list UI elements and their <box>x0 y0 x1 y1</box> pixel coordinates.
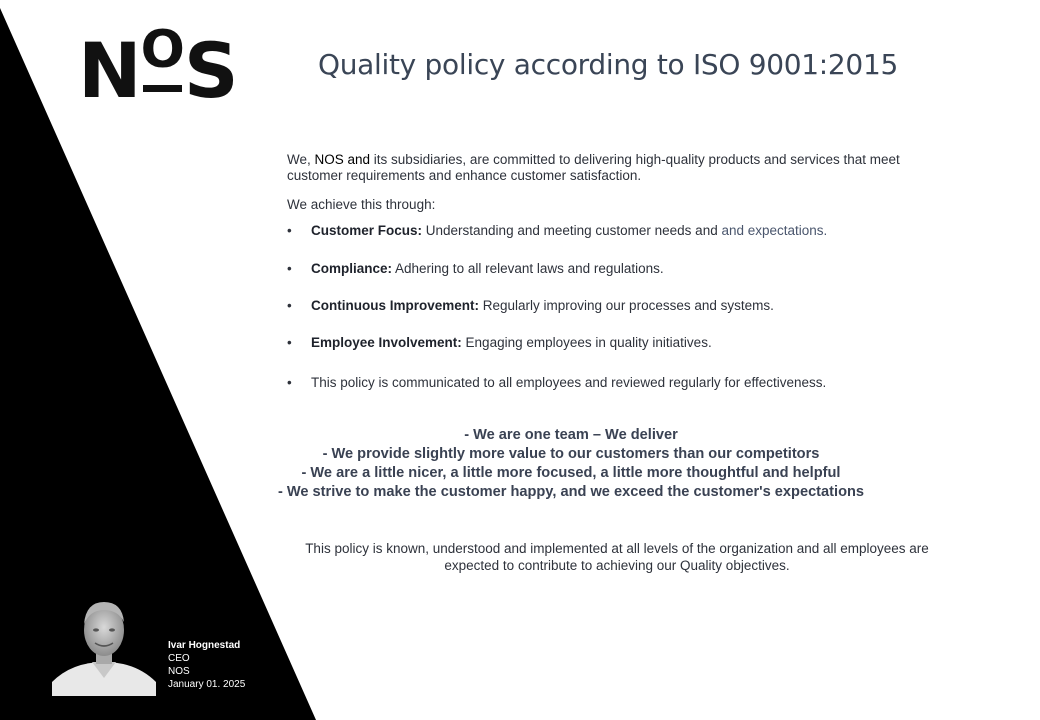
bullet-icon: • <box>287 223 292 238</box>
intro-paragraph: We, NOS and its subsidiaries, are committed to delivering high-quality products and services that meet customer requirements and enhance customer satisfaction. <box>287 152 900 183</box>
motto-line: - We provide slightly more value to our customers than our competitors <box>322 446 820 462</box>
bullet-icon: • <box>287 261 292 276</box>
motto-line: - We are one team – We deliver <box>464 427 678 443</box>
bullet-label: Customer Focus: <box>311 223 423 238</box>
bullet-label: Compliance: <box>311 261 393 276</box>
motto-line: - We strive to make the customer happy, and we exceed the customer's expectations <box>277 484 865 500</box>
ceo-portrait-image <box>52 592 156 696</box>
policy-date: January 01. 2025 <box>168 679 246 690</box>
bullet-label: Continuous Improvement: <box>311 298 479 313</box>
closing-statement: This policy is known, understood and implemented at all levels of the organization and all employees are expected to contribute to achieving our Quality objectives. <box>305 541 929 573</box>
company-mottos <box>262 426 880 502</box>
bullet-label: Employee Involvement: <box>311 335 462 350</box>
ceo-role: CEO <box>168 653 190 664</box>
bullet-icon: • <box>287 375 292 390</box>
company-name: NOS and <box>314 152 371 167</box>
page-title: Quality policy according to ISO 9001:2015 <box>318 48 898 81</box>
achieve-text: We achieve this through: <box>287 197 436 212</box>
motto-line: - We are a little nicer, a little more focused, a little more thoughtful and helpful <box>301 465 841 481</box>
ceo-company: NOS <box>168 666 190 677</box>
bullet-icon: • <box>287 335 292 350</box>
policy-content: We, NOS and its subsidiaries, are committed to delivering high-quality products and services that meet customer requirements and enhance customer satisfaction. We achieve this through: • Customer Focus: Understanding and meeting customer needs and and expectations. • Compliance: Adhering to all relevant laws and regulations. • Continuous Improvement: Regularly improving our processes and systems. • Employee Involvement: Engaging employees in quality initiatives. • This policy is communicated to all employees and reviewed regularly for effectiveness. <box>287 152 909 213</box>
nos-logo: NOS <box>78 20 238 115</box>
bullet-icon: • <box>287 298 292 313</box>
ceo-name: Ivar Hognestad <box>168 640 241 651</box>
ceo-signature-block <box>168 639 245 691</box>
